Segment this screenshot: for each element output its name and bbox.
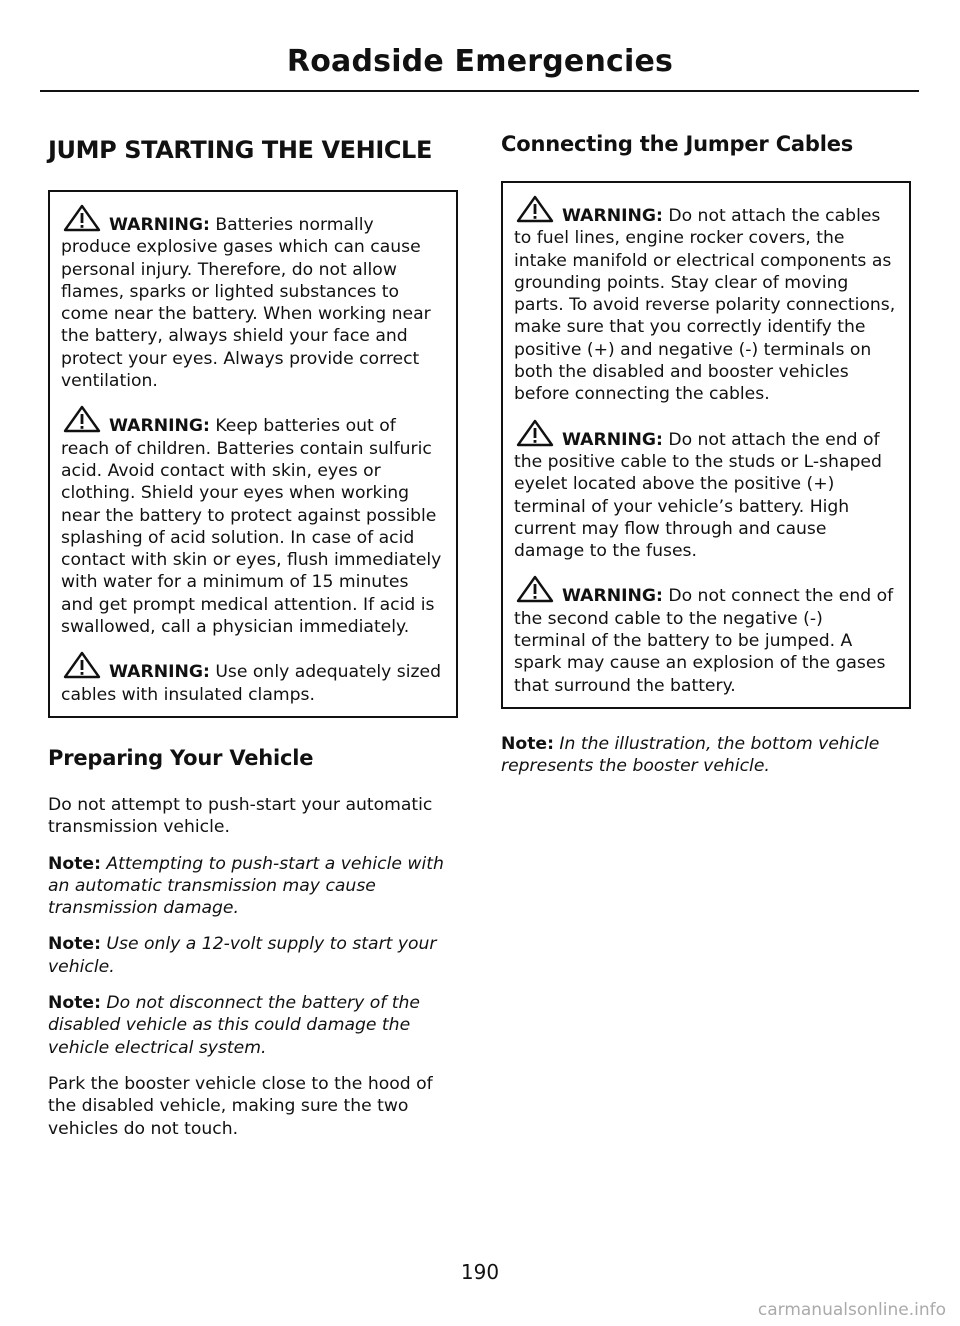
warning-text: Batteries normally produce explosive gases which can cause personal injury. Therefore, do not allow flames, sparks or lighted substances to come near the battery. When working near the battery, always shield your face and protect your eyes. Always provide correct ventilation. [61,215,431,392]
note-paragraph [48,853,458,920]
warning-item [514,195,899,406]
body-paragraph: Do not attempt to push-start your automatic transmission vehicle. [48,794,433,838]
section-title-jump-starting: JUMP STARTING THE VEHICLE [48,136,432,164]
watermark-text: carmanualsonline.info [757,1300,946,1320]
body-paragraph: Park the booster vehicle close to the hood of the disabled vehicle, making sure the two vehicles do not touch. [48,1073,433,1139]
note-text: Do not disconnect the battery of the disabled vehicle as this could damage the vehicle electrical system. [48,993,420,1058]
warning-label: WARNING: [562,206,663,226]
note-label: Note: [48,934,101,955]
subsection-title-connecting: Connecting the Jumper Cables [501,132,854,156]
warning-text: Use only adequately sized cables with insulated clamps. [61,662,442,705]
warning-label: WARNING: [109,416,210,437]
warning-item [514,575,899,696]
warning-label: WARNING: [109,662,210,683]
warning-text: Do not connect the end of the second cable to the negative (-) terminal of the battery to be jumped. A spark may cause an explosion of the gases that surround the battery. [514,586,894,696]
left-column [48,130,458,1154]
warning-triangle-icon [516,195,554,223]
warning-item [61,651,446,706]
warning-item [61,405,446,638]
warning-label: WARNING: [109,215,210,235]
warning-triangle-icon [516,575,554,603]
warning-triangle-icon [63,405,101,433]
warning-box-connecting [501,181,911,709]
warning-box-jump-starting [48,190,458,718]
warning-label: WARNING: [562,429,663,450]
page-header-title: Roadside Emergencies [286,44,674,79]
note-label: Note: [501,733,554,754]
note-paragraph [48,992,458,1059]
warning-triangle-icon [516,419,554,447]
page-number: 190 [460,1260,500,1284]
warning-label: WARNING: [562,586,663,607]
warning-triangle-icon [63,651,101,679]
note-label: Note: [48,853,101,874]
warning-triangle-icon [63,204,101,232]
note-paragraph [48,933,458,978]
header-divider [40,90,919,92]
note-text: Use only a 12-volt supply to start your vehicle. [48,934,437,977]
note-text: Attempting to push-start a vehicle with an automatic transmission may cause transmission damage. [48,853,444,919]
warning-text: Do not attach the end of the positive cable to the studs or L-shaped eyelet located above the positive (+) terminal of your vehicle’s battery. High current may flow through and cause damage to the fuses. [514,429,882,562]
note-text: In the illustration, the bottom vehicle represents the booster vehicle. [501,733,880,777]
warning-item [61,204,446,392]
right-column [501,130,911,792]
warning-item [514,419,899,563]
warning-text: Do not attach the cables to fuel lines, engine rocker covers, the intake manifold or electrical components as grounding points. Stay clear of moving parts. To avoid reverse polarity connections, make sure that you correctly identify the positive (+) and negative (-) terminals on both the disabled and booster vehicles before connecting the cables. [514,206,896,405]
note-paragraph [501,733,911,778]
warning-text: Keep batteries out of reach of children. Batteries contain sulfuric acid. Avoid contact with skin, eyes or clothing. Shield your eyes when working near the battery to protect against possible splashing of acid solution. In case of acid contact with skin or eyes, flush immediately with water for a minimum of 15 minutes and get prompt medical attention. If acid is swallowed, call a physician immediately. [61,416,442,638]
subsection-title-preparing: Preparing Your Vehicle [48,745,314,770]
note-label: Note: [48,993,101,1014]
